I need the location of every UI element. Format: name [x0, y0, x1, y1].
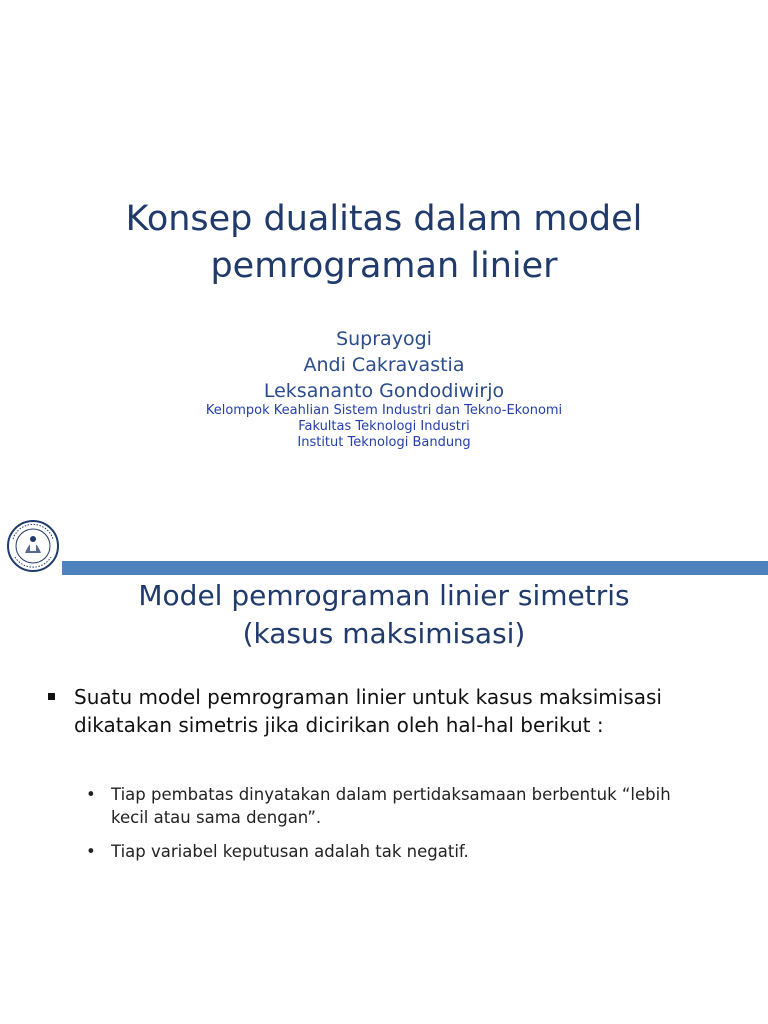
slide-title — [0, 577, 768, 653]
slide-title-line-1: Model pemrograman linier simetris — [138, 579, 630, 612]
author-name: Suprayogi — [336, 328, 432, 350]
sub-bullet-text: Tiap pembatas dinyatakan dalam pertidaksamaan berbentuk “lebih kecil atau sama dengan”. — [111, 785, 671, 827]
itb-seal-icon — [6, 517, 60, 575]
round-bullet-icon: • — [86, 842, 96, 861]
sub-bullet — [86, 840, 686, 863]
author-name: Leksananto Gondodiwirjo — [263, 380, 505, 402]
main-bullet — [48, 683, 738, 739]
square-bullet-icon — [48, 693, 55, 700]
affiliation-line: Kelompok Keahlian Sistem Industri dan Tekno-Ekonomi — [205, 403, 563, 418]
author-name: Andi Cakravastia — [303, 354, 465, 376]
main-bullet-text: Suatu model pemrograman linier untuk kasus maksimisasi dikatakan simetris jika dicirikan oleh hal-hal berikut : — [74, 685, 662, 737]
affiliation-line: Institut Teknologi Bandung — [297, 435, 471, 450]
accent-band — [62, 561, 768, 575]
affiliation-line: Fakultas Teknologi Industri — [298, 419, 470, 434]
sub-bullet — [86, 783, 686, 829]
presentation-title — [0, 196, 768, 290]
author-list — [0, 326, 768, 404]
title-line-1: Konsep dualitas dalam model — [125, 199, 643, 239]
affiliation — [0, 403, 768, 451]
sub-bullet-text: Tiap variabel keputusan adalah tak negatif. — [111, 842, 469, 861]
slide-title-line-2: (kasus maksimisasi) — [242, 617, 526, 650]
round-bullet-icon: • — [86, 785, 96, 804]
title-line-2: pemrograman linier — [210, 246, 558, 286]
